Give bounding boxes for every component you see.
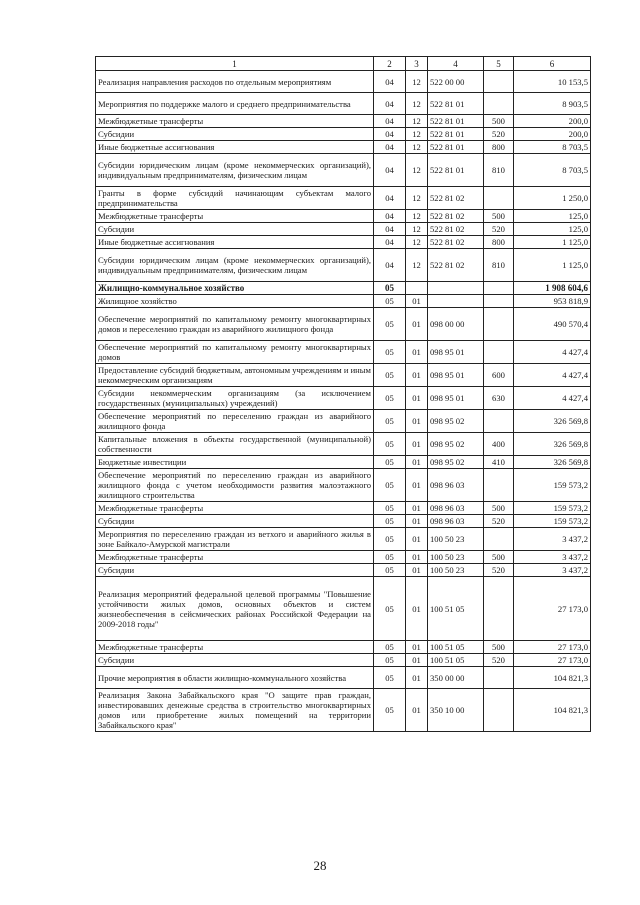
cell-vr (484, 187, 514, 210)
cell-pr: 01 (406, 641, 428, 654)
cell-name: Субсидии (96, 515, 374, 528)
cell-pr: 01 (406, 502, 428, 515)
table-body (96, 71, 591, 732)
cell-vr (484, 93, 514, 115)
cell-rz: 05 (374, 528, 406, 551)
table-row (96, 515, 591, 528)
cell-rz: 05 (374, 364, 406, 387)
cell-sum: 27 173,0 (514, 654, 591, 667)
cell-rz: 05 (374, 282, 406, 295)
cell-name: Субсидии (96, 223, 374, 236)
cell-csr: 100 50 23 (428, 564, 484, 577)
cell-rz: 04 (374, 154, 406, 187)
cell-rz: 05 (374, 469, 406, 502)
table-row (96, 187, 591, 210)
cell-csr: 098 95 02 (428, 433, 484, 456)
column-header: 6 (514, 57, 591, 71)
cell-csr: 098 95 01 (428, 341, 484, 364)
cell-rz: 05 (374, 341, 406, 364)
cell-vr (484, 410, 514, 433)
cell-rz: 05 (374, 654, 406, 667)
cell-vr: 500 (484, 502, 514, 515)
cell-sum: 200,0 (514, 128, 591, 141)
cell-vr: 400 (484, 433, 514, 456)
cell-name: Обеспечение мероприятий по капитальному ремонту многоквартирных домов и переселению граждан из аварийного жилищного фонда (96, 308, 374, 341)
cell-csr: 100 51 05 (428, 641, 484, 654)
cell-rz: 05 (374, 456, 406, 469)
cell-csr: 100 51 05 (428, 577, 484, 641)
cell-name: Обеспечение мероприятий по переселению граждан из аварийного жилищного фонда (96, 410, 374, 433)
cell-name: Межбюджетные трансферты (96, 502, 374, 515)
table-row (96, 456, 591, 469)
cell-csr: 522 81 02 (428, 223, 484, 236)
cell-vr: 520 (484, 654, 514, 667)
cell-name: Реализация Закона Забайкальского края "О защите прав граждан, инвестировавших денежные средства в строительство многоквартирных домов или приобретение жилых помещений на территории Забайкальского края" (96, 689, 374, 732)
cell-csr: 098 96 03 (428, 469, 484, 502)
cell-vr: 520 (484, 515, 514, 528)
cell-sum: 4 427,4 (514, 341, 591, 364)
cell-name: Межбюджетные трансферты (96, 210, 374, 223)
column-header: 3 (406, 57, 428, 71)
cell-pr: 01 (406, 577, 428, 641)
cell-rz: 04 (374, 223, 406, 236)
cell-pr: 01 (406, 551, 428, 564)
cell-sum: 125,0 (514, 210, 591, 223)
cell-vr: 810 (484, 154, 514, 187)
cell-name: Жилищное хозяйство (96, 295, 374, 308)
cell-name: Мероприятия по поддержке малого и среднего предпринимательства (96, 93, 374, 115)
cell-csr: 522 81 02 (428, 249, 484, 282)
cell-name: Межбюджетные трансферты (96, 115, 374, 128)
cell-pr: 01 (406, 689, 428, 732)
cell-pr: 01 (406, 528, 428, 551)
table-row (96, 654, 591, 667)
table-row (96, 308, 591, 341)
table-row (96, 387, 591, 410)
cell-name: Межбюджетные трансферты (96, 641, 374, 654)
cell-vr (484, 295, 514, 308)
table-row (96, 577, 591, 641)
cell-sum: 8 903,5 (514, 93, 591, 115)
cell-rz: 05 (374, 308, 406, 341)
table-row (96, 341, 591, 364)
cell-pr: 01 (406, 433, 428, 456)
cell-sum: 159 573,2 (514, 515, 591, 528)
cell-vr (484, 282, 514, 295)
table-row (96, 364, 591, 387)
cell-vr: 600 (484, 364, 514, 387)
table-row (96, 295, 591, 308)
cell-rz: 05 (374, 515, 406, 528)
table-row (96, 528, 591, 551)
cell-rz: 04 (374, 71, 406, 93)
cell-pr: 12 (406, 115, 428, 128)
cell-rz: 05 (374, 387, 406, 410)
cell-pr: 01 (406, 667, 428, 689)
cell-rz: 04 (374, 128, 406, 141)
cell-csr: 350 10 00 (428, 689, 484, 732)
cell-csr: 100 51 05 (428, 654, 484, 667)
cell-name: Обеспечение мероприятий по переселению граждан из аварийного жилищного фонда с учетом необходимости развития малоэтажного жилищного строительства (96, 469, 374, 502)
cell-rz: 05 (374, 641, 406, 654)
cell-name: Субсидии юридическим лицам (кроме некоммерческих организаций), индивидуальным предпринимателям, физическим лицам (96, 154, 374, 187)
cell-sum: 4 427,4 (514, 364, 591, 387)
cell-pr: 01 (406, 469, 428, 502)
cell-vr (484, 469, 514, 502)
table-row (96, 249, 591, 282)
cell-sum: 1 125,0 (514, 236, 591, 249)
cell-vr: 500 (484, 210, 514, 223)
cell-csr: 522 81 01 (428, 128, 484, 141)
cell-csr: 098 95 02 (428, 456, 484, 469)
cell-sum: 104 821,3 (514, 689, 591, 732)
cell-sum: 104 821,3 (514, 667, 591, 689)
table-row (96, 128, 591, 141)
cell-rz: 05 (374, 564, 406, 577)
cell-pr: 12 (406, 236, 428, 249)
cell-rz: 04 (374, 236, 406, 249)
cell-csr: 522 81 01 (428, 93, 484, 115)
cell-csr: 350 00 00 (428, 667, 484, 689)
cell-sum: 125,0 (514, 223, 591, 236)
budget-table (95, 56, 591, 732)
cell-rz: 05 (374, 410, 406, 433)
cell-sum: 1 250,0 (514, 187, 591, 210)
cell-pr: 12 (406, 128, 428, 141)
cell-pr: 12 (406, 141, 428, 154)
cell-vr: 630 (484, 387, 514, 410)
cell-csr: 100 50 23 (428, 528, 484, 551)
cell-csr: 522 81 01 (428, 154, 484, 187)
cell-csr: 522 81 02 (428, 187, 484, 210)
cell-sum: 159 573,2 (514, 502, 591, 515)
cell-sum: 159 573,2 (514, 469, 591, 502)
cell-sum: 1 125,0 (514, 249, 591, 282)
table-row (96, 667, 591, 689)
cell-pr: 12 (406, 249, 428, 282)
cell-name: Прочие мероприятия в области жилищно-коммунального хозяйства (96, 667, 374, 689)
cell-sum: 326 569,8 (514, 456, 591, 469)
table-row (96, 641, 591, 654)
cell-name: Иные бюджетные ассигнования (96, 236, 374, 249)
cell-name: Обеспечение мероприятий по капитальному ремонту многоквартирных домов (96, 341, 374, 364)
cell-pr (406, 282, 428, 295)
cell-pr: 12 (406, 187, 428, 210)
cell-sum: 3 437,2 (514, 528, 591, 551)
table-row (96, 210, 591, 223)
cell-vr: 520 (484, 564, 514, 577)
cell-vr: 520 (484, 223, 514, 236)
cell-pr: 01 (406, 456, 428, 469)
table-header-row (96, 57, 591, 71)
cell-rz: 05 (374, 433, 406, 456)
table-row (96, 502, 591, 515)
column-header: 2 (374, 57, 406, 71)
cell-rz: 05 (374, 689, 406, 732)
column-header: 5 (484, 57, 514, 71)
table-row (96, 141, 591, 154)
cell-rz: 04 (374, 210, 406, 223)
cell-name: Бюджетные инвестиции (96, 456, 374, 469)
cell-csr: 098 96 03 (428, 515, 484, 528)
cell-vr: 410 (484, 456, 514, 469)
cell-vr: 800 (484, 141, 514, 154)
cell-csr: 098 95 01 (428, 364, 484, 387)
cell-csr: 522 81 01 (428, 115, 484, 128)
cell-name: Предоставление субсидий бюджетным, автономным учреждениям и иным некоммерческим организациям (96, 364, 374, 387)
cell-sum: 27 173,0 (514, 577, 591, 641)
column-header: 1 (96, 57, 374, 71)
cell-pr: 12 (406, 223, 428, 236)
cell-rz: 04 (374, 115, 406, 128)
cell-rz: 05 (374, 551, 406, 564)
cell-csr: 522 81 01 (428, 141, 484, 154)
cell-csr: 098 96 03 (428, 502, 484, 515)
cell-pr: 01 (406, 341, 428, 364)
cell-pr: 01 (406, 295, 428, 308)
table-row (96, 115, 591, 128)
cell-pr: 12 (406, 154, 428, 187)
table-row (96, 410, 591, 433)
cell-name: Гранты в форме субсидий начинающим субъектам малого предпринимательства (96, 187, 374, 210)
cell-sum: 27 173,0 (514, 641, 591, 654)
cell-name: Субсидии (96, 564, 374, 577)
cell-rz: 05 (374, 667, 406, 689)
cell-sum: 3 437,2 (514, 551, 591, 564)
cell-pr: 01 (406, 308, 428, 341)
cell-pr: 01 (406, 654, 428, 667)
page-number: 28 (313, 858, 327, 873)
cell-sum: 326 569,8 (514, 433, 591, 456)
cell-vr (484, 71, 514, 93)
cell-rz: 05 (374, 295, 406, 308)
cell-name: Реализация направления расходов по отдельным мероприятиям (96, 71, 374, 93)
table-row (96, 154, 591, 187)
cell-pr: 01 (406, 387, 428, 410)
cell-vr (484, 667, 514, 689)
table-row (96, 564, 591, 577)
cell-sum: 8 703,5 (514, 141, 591, 154)
cell-name: Жилищно-коммунальное хозяйство (96, 282, 374, 295)
cell-csr: 522 81 02 (428, 236, 484, 249)
cell-csr (428, 282, 484, 295)
cell-sum: 200,0 (514, 115, 591, 128)
cell-sum: 490 570,4 (514, 308, 591, 341)
table-row (96, 71, 591, 93)
cell-rz: 04 (374, 141, 406, 154)
cell-vr (484, 308, 514, 341)
cell-sum: 3 437,2 (514, 564, 591, 577)
cell-name: Реализация мероприятий федеральной целевой программы "Повышение устойчивости жилых домов, основных объектов и систем жизнеобеспечения в сейсмических районах Российской Федерации на 2009-2018 годы" (96, 577, 374, 641)
table-row (96, 433, 591, 456)
cell-csr: 098 95 01 (428, 387, 484, 410)
cell-name: Субсидии (96, 128, 374, 141)
cell-name: Мероприятия по переселению граждан из ветхого и аварийного жилья в зоне Байкало-Амурской магистрали (96, 528, 374, 551)
cell-vr (484, 341, 514, 364)
table-row (96, 689, 591, 732)
cell-rz: 04 (374, 187, 406, 210)
cell-sum: 4 427,4 (514, 387, 591, 410)
document-page (95, 56, 590, 732)
cell-pr: 01 (406, 564, 428, 577)
cell-pr: 12 (406, 93, 428, 115)
cell-rz: 04 (374, 93, 406, 115)
cell-csr: 098 95 02 (428, 410, 484, 433)
cell-name: Межбюджетные трансферты (96, 551, 374, 564)
cell-sum: 1 908 604,6 (514, 282, 591, 295)
cell-pr: 12 (406, 210, 428, 223)
table-row (96, 282, 591, 295)
cell-csr: 100 50 23 (428, 551, 484, 564)
cell-name: Капитальные вложения в объекты государственной (муниципальной) собственности (96, 433, 374, 456)
cell-pr: 01 (406, 515, 428, 528)
cell-pr: 12 (406, 71, 428, 93)
cell-sum: 8 703,5 (514, 154, 591, 187)
cell-name: Иные бюджетные ассигнования (96, 141, 374, 154)
cell-vr (484, 577, 514, 641)
table-row (96, 236, 591, 249)
cell-csr (428, 295, 484, 308)
cell-rz: 04 (374, 249, 406, 282)
cell-name: Субсидии (96, 654, 374, 667)
table-row (96, 93, 591, 115)
cell-pr: 01 (406, 364, 428, 387)
cell-vr: 500 (484, 115, 514, 128)
cell-vr: 800 (484, 236, 514, 249)
table-row (96, 551, 591, 564)
cell-sum: 953 818,9 (514, 295, 591, 308)
cell-sum: 326 569,8 (514, 410, 591, 433)
table-row (96, 469, 591, 502)
cell-csr: 522 00 00 (428, 71, 484, 93)
cell-name: Субсидии юридическим лицам (кроме некоммерческих организаций), индивидуальным предпринимателям, физическим лицам (96, 249, 374, 282)
column-header: 4 (428, 57, 484, 71)
cell-vr (484, 689, 514, 732)
table-row (96, 223, 591, 236)
cell-sum: 10 153,5 (514, 71, 591, 93)
cell-vr: 500 (484, 551, 514, 564)
cell-name: Субсидии некоммерческим организациям (за исключением государственных (муниципальных) учреждений) (96, 387, 374, 410)
cell-vr: 810 (484, 249, 514, 282)
cell-csr: 098 00 00 (428, 308, 484, 341)
cell-pr: 01 (406, 410, 428, 433)
cell-rz: 05 (374, 577, 406, 641)
cell-vr (484, 528, 514, 551)
cell-vr: 520 (484, 128, 514, 141)
cell-vr: 500 (484, 641, 514, 654)
cell-csr: 522 81 02 (428, 210, 484, 223)
cell-rz: 05 (374, 502, 406, 515)
